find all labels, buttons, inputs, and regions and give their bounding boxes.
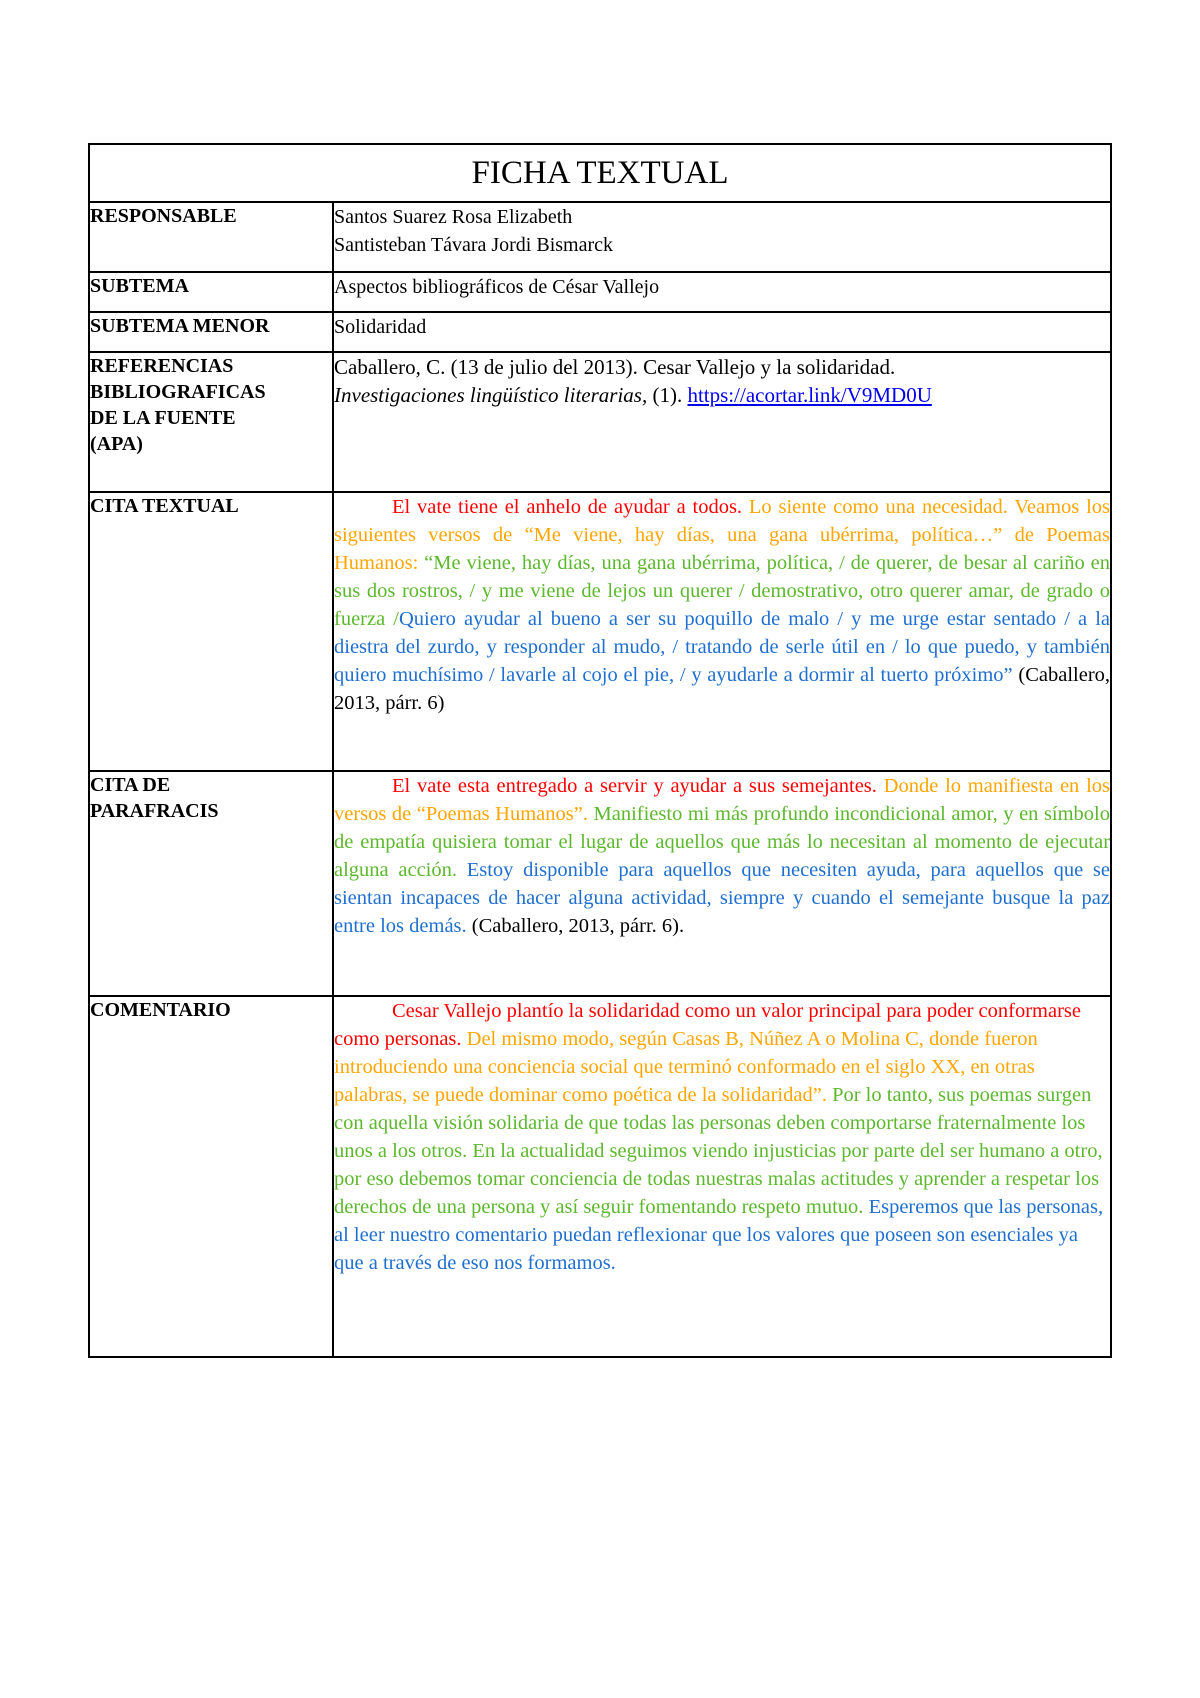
comentario-orange: Del mismo modo, según Casas B, Núñez A o Molina C, donde fueron introduciendo una conciencia social que terminó conformado en el siglo XX, en otras palabras, se puede dominar como poética de la solidaridad”.	[334, 1028, 1038, 1106]
parafrasis-red: El vate esta entregado a servir y ayudar a sus semejantes.	[392, 775, 877, 797]
value-subtema-menor: Solidaridad	[333, 312, 1111, 352]
value-cita-textual	[333, 492, 1111, 771]
parafrasis-green: Manifiesto mi más profundo incondicional amor, y en símbolo de empatía quisiera tomar el lugar de aquellos que más lo necesitan al momento de ejecutar alguna acción.	[334, 803, 1111, 881]
table-title: FICHA TEXTUAL	[89, 144, 1111, 202]
value-comentario	[333, 996, 1111, 1357]
reference-link[interactable]: https://acortar.link/V9MD0U	[687, 383, 932, 407]
value-referencias	[333, 352, 1111, 492]
value-subtema: Aspectos bibliográficos de César Vallejo	[333, 272, 1111, 312]
comentario-red: Cesar Vallejo plantío la solidaridad como un valor principal para poder conformarse como personas.	[334, 1000, 1081, 1050]
label-referencias-line: (APA)	[90, 433, 143, 455]
parafrasis-blue: Estoy disponible para aquellos que necesiten ayuda, para aquellos que se sientan incapaces de hacer alguna actividad, siempre y cuando el semejante busque la paz entre los demás.	[334, 859, 1111, 937]
label-referencias-line: BIBLIOGRAFICAS	[90, 381, 266, 403]
comentario-blue: Esperemos que las personas, al leer nuestro comentario puedan reflexionar que los valores que poseen son esenciales ya que a través de eso nos formamos.	[334, 1196, 1104, 1274]
row-comentario	[89, 996, 1111, 1357]
label-subtema: SUBTEMA	[89, 272, 333, 312]
ficha-textual-table	[88, 143, 1112, 1358]
row-subtema-menor	[89, 312, 1111, 352]
cita-textual-orange: Lo siente como una necesidad. Veamos los siguientes versos de “Me viene, hay días, una gana ubérrima, política…” de Poemas Humanos:	[334, 496, 1111, 574]
comentario-green: Por lo tanto, sus poemas surgen con aquella visión solidaria de que todas las personas deben comportarse fraternalmente los unos a los otros. En la actualidad seguimos viendo injusticias por parte del ser humano a otro, por eso debemos tomar conciencia de todas nuestras malas actitudes y aprender a respetar los derechos de una persona y así seguir fomentando respeto mutuo.	[334, 1084, 1103, 1218]
row-responsable	[89, 202, 1111, 272]
label-cita-parafrasis-line: CITA DE	[90, 774, 171, 796]
label-cita-parafrasis-line: PARAFRACIS	[90, 800, 219, 822]
label-comentario: COMENTARIO	[89, 996, 333, 1357]
reference-journal: Investigaciones lingüístico literarias,	[334, 383, 648, 407]
label-referencias	[89, 352, 333, 492]
label-responsable: RESPONSABLE	[89, 202, 333, 272]
cita-textual-reference: (Caballero, 2013, párr. 6)	[334, 664, 1111, 714]
value-cita-parafrasis	[333, 771, 1111, 996]
reference-citation: Caballero, C. (13 de julio del 2013). Cesar Vallejo y la solidaridad.	[334, 355, 896, 379]
parafrasis-reference: (Caballero, 2013, párr. 6).	[466, 915, 685, 937]
label-referencias-line: REFERENCIAS	[90, 355, 234, 377]
value-responsable	[333, 202, 1111, 272]
label-subtema-menor: SUBTEMA MENOR	[89, 312, 333, 352]
label-cita-parafrasis	[89, 771, 333, 996]
cita-textual-blue: Quiero ayudar al bueno a ser su poquillo de malo / y me urge estar sentado / a la diestra del zurdo, y responder al mudo, / tratando de serle útil en / lo que puedo, y también quiero muchísimo / lavarle al cojo el pie, / y ayudarle a dormir al tuerto próximo”	[334, 608, 1111, 686]
cita-textual-green: “Me viene, hay días, una gana ubérrima, política, / de querer, de besar al cariño en sus dos rostros, / y me viene de lejos un querer / demostrativo, otro querer amar, de grado o fuerza /	[334, 552, 1111, 630]
row-referencias	[89, 352, 1111, 492]
row-cita-parafrasis	[89, 771, 1111, 996]
cita-textual-red: El vate tiene el anhelo de ayudar a todos.	[392, 496, 743, 518]
responsable-name-2: Santisteban Távara Jordi Bismarck	[334, 234, 614, 256]
row-cita-textual	[89, 492, 1111, 771]
label-referencias-line: DE LA FUENTE	[90, 407, 236, 429]
parafrasis-orange: Donde lo manifiesta en los versos de “Poemas Humanos”.	[334, 775, 1111, 825]
label-cita-textual: CITA TEXTUAL	[89, 492, 333, 771]
reference-issue: (1).	[647, 383, 688, 407]
row-subtema	[89, 272, 1111, 312]
reference-journal-line	[334, 381, 1110, 409]
responsable-name-1: Santos Suarez Rosa Elizabeth	[334, 206, 573, 228]
